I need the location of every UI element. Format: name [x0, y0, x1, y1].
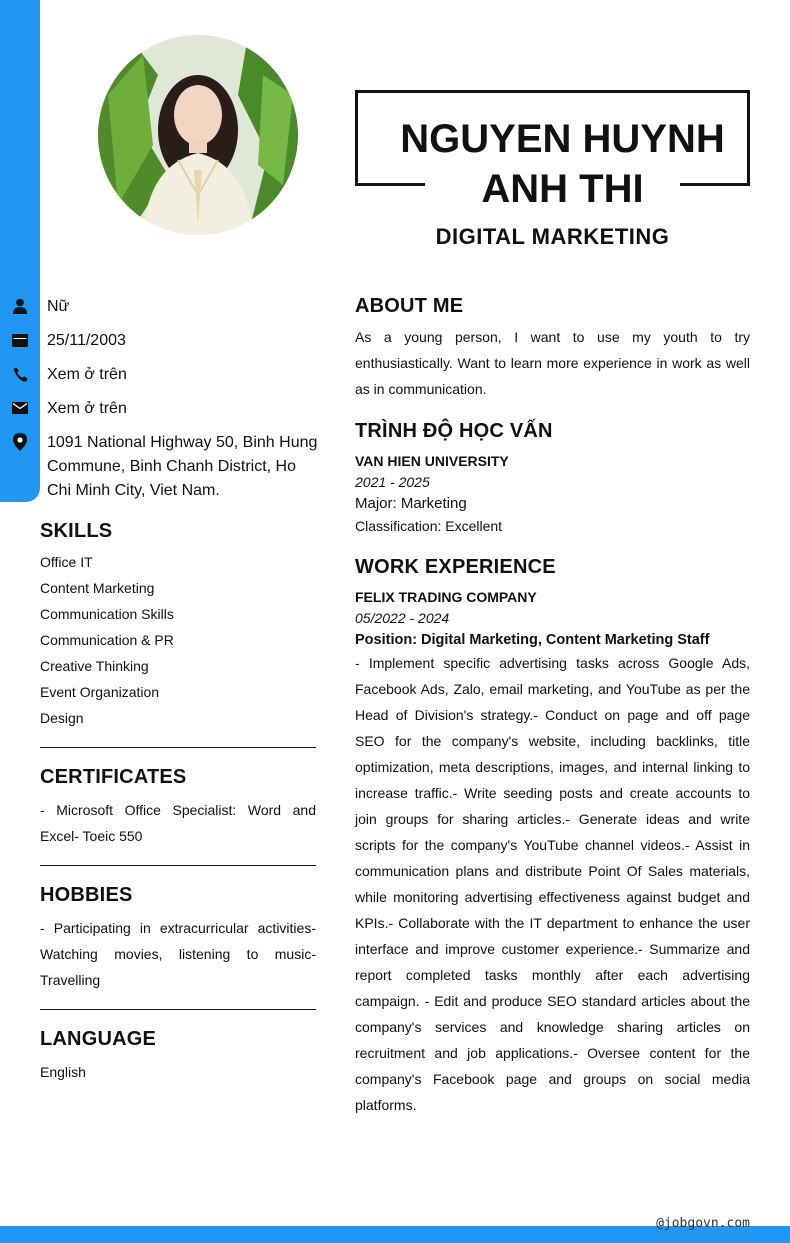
- skill-item: Event Organization: [40, 684, 160, 700]
- contact-info: [0, 295, 320, 513]
- skill-item: Communication Skills: [40, 606, 174, 622]
- skill-item: Design: [40, 710, 84, 726]
- envelope-icon: [0, 397, 40, 419]
- language-section: [40, 1028, 316, 1085]
- skill-item: Content Marketing: [40, 580, 155, 596]
- hobbies-text: - Participating in extracurricular activities- Watching movies, listening to music- Travelling: [40, 920, 316, 988]
- left-column: [40, 520, 316, 1085]
- skills-section: [40, 520, 316, 731]
- location-pin-icon: [0, 431, 40, 453]
- language-heading: LANGUAGE: [40, 1028, 157, 1050]
- contact-phone: Xem ở trên: [0, 363, 320, 387]
- education-heading: TRÌNH ĐỘ HỌC VẤN: [355, 420, 553, 442]
- divider: [40, 1009, 316, 1010]
- contact-gender: Nữ: [0, 295, 320, 319]
- avatar: [98, 35, 298, 235]
- experience-period: 05/2022 - 2024: [355, 610, 450, 626]
- experience-heading: WORK EXPERIENCE: [355, 556, 556, 578]
- about-section: [355, 295, 750, 402]
- job-title: DIGITAL MARKETING: [435, 224, 670, 249]
- candidate-name: NGUYEN HUYNH ANH THI: [400, 117, 725, 211]
- divider: [40, 865, 316, 866]
- experience-description: - Implement specific advertising tasks across Google Ads, Facebook Ads, Zalo, email marketing, and YouTube as per the Head of Division's strategy.- Conduct on page and off page SEO for the company's website, including backlinks, title optimization, meta descriptions, images, and internal linking to increase traffic.- Write seeding posts and create accounts to join groups for sharing articles.- Generate ideas and write scripts for the company's YouTube channel videos.- Assist in communication plans and distribute Point Of Sales materials, while monitoring advertising effectiveness against budget and KPIs.- Collaborate with the IT department to enhance the user interface and improve customer experience.- Summarize and report completed tasks monthly after each advertising campaign. - Edit and produce SEO standard articles about the company's services and knowledge sharing articles on recruitment and job applications.- Oversee content for the company's Facebook page and groups on social media platforms.: [355, 655, 750, 1113]
- about-text: As a young person, I want to use my youth to try enthusiastically. Want to learn more experience in work as well as in communication.: [355, 329, 750, 397]
- watermark: @jobgovn.com: [656, 1216, 750, 1231]
- hobbies-heading: HOBBIES: [40, 884, 133, 906]
- profile-photo: [98, 35, 298, 235]
- skills-list: [40, 549, 316, 731]
- contact-address: 1091 National Highway 50, Binh Hung Commune, Binh Chanh District, Ho Chi Minh City, Viet Nam.: [0, 431, 320, 503]
- about-heading: ABOUT ME: [355, 295, 464, 317]
- right-column: [355, 295, 750, 1118]
- calendar-icon: [0, 329, 40, 351]
- contact-email: Xem ở trên: [0, 397, 320, 421]
- phone-icon: [0, 363, 40, 385]
- experience-company: FELIX TRADING COMPANY: [355, 589, 537, 605]
- user-icon: [0, 295, 40, 317]
- hobbies-section: [40, 884, 316, 993]
- education-institution: VAN HIEN UNIVERSITY: [355, 453, 509, 469]
- education-classification: Classification: Excellent: [355, 518, 503, 534]
- certificates-section: [40, 766, 316, 849]
- education-major: Major: Marketing: [355, 495, 467, 512]
- skill-item: Creative Thinking: [40, 658, 149, 674]
- language-text: English: [40, 1064, 86, 1080]
- skill-item: Office IT: [40, 554, 93, 570]
- education-period: 2021 - 2025: [355, 474, 430, 490]
- certificates-heading: CERTIFICATES: [40, 766, 187, 788]
- experience-position: Position: Digital Marketing, Content Marketing Staff: [355, 632, 710, 648]
- skill-item: Communication & PR: [40, 632, 174, 648]
- certificates-text: - Microsoft Office Specialist: Word and Excel- Toeic 550: [40, 802, 316, 844]
- education-section: [355, 420, 750, 534]
- divider: [40, 747, 316, 748]
- experience-section: [355, 556, 750, 1118]
- skills-heading: SKILLS: [40, 520, 113, 542]
- contact-birthday: 25/11/2003: [0, 329, 320, 353]
